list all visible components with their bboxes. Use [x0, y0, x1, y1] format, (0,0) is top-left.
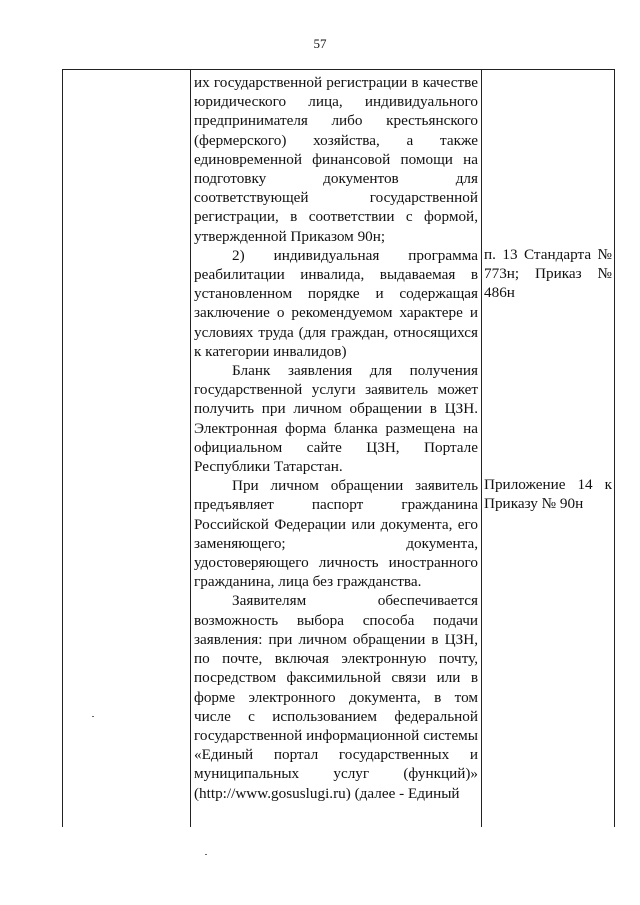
paragraph-personal-visit: При личном обращении заявитель предъявляет паспорт гражданина Российской Федерации или документа, его заменяющего; документа, удостоверяющего личность иностранного гражданина, лица без гражданства.	[194, 477, 478, 591]
reference-standard-773n: п. 13 Стандарта № 773н; Приказ № 486н	[484, 246, 612, 302]
scan-speck	[205, 854, 207, 855]
description-cell	[194, 73, 478, 803]
column-divider-2	[481, 70, 482, 827]
page-number: 57	[313, 36, 327, 51]
column-divider-1	[190, 70, 191, 827]
paragraph-registration-tail: их государственной регистрации в качестве юридического лица, индивидуального предпринимателя либо крестьянского (фермерского) хозяйства, а также единовременной финансовой помощи на подготовку документов для соответствующей государственной регистрации, в соответствии с формой, утвержденной Приказом 90н;	[194, 74, 478, 245]
scan-speck	[92, 716, 94, 717]
paragraph-application-form: Бланк заявления для получения государственной услуги заявитель может получить при личном обращении в ЦЗН. Электронная форма бланка размещена на официальном сайте ЦЗН, Портале Республики Татарстан.	[194, 362, 478, 476]
document-table	[62, 69, 615, 827]
paragraph-submission-methods: Заявителям обеспечивается возможность выбора способа подачи заявления: при личном обращении в ЦЗН, по почте, включая электронную почту, посредством факсимильной связи или в форме электронного документа, в том числе с использованием федеральной государственной информационной системы «Единый портал государственных и муниципальных услуг (функций)» (http://www.gosuslugi.ru) (далее - Единый	[194, 592, 478, 802]
paragraph-rehabilitation-program: 2) индивидуальная программа реабилитации инвалида, выдаваемая в установленном порядке и содержащая заключение о рекомендуемом характере и условиях труда (для граждан, относящихся к категории инвалидов)	[194, 246, 478, 360]
reference-appendix-14: Приложение 14 к Приказу № 90н	[484, 476, 612, 513]
